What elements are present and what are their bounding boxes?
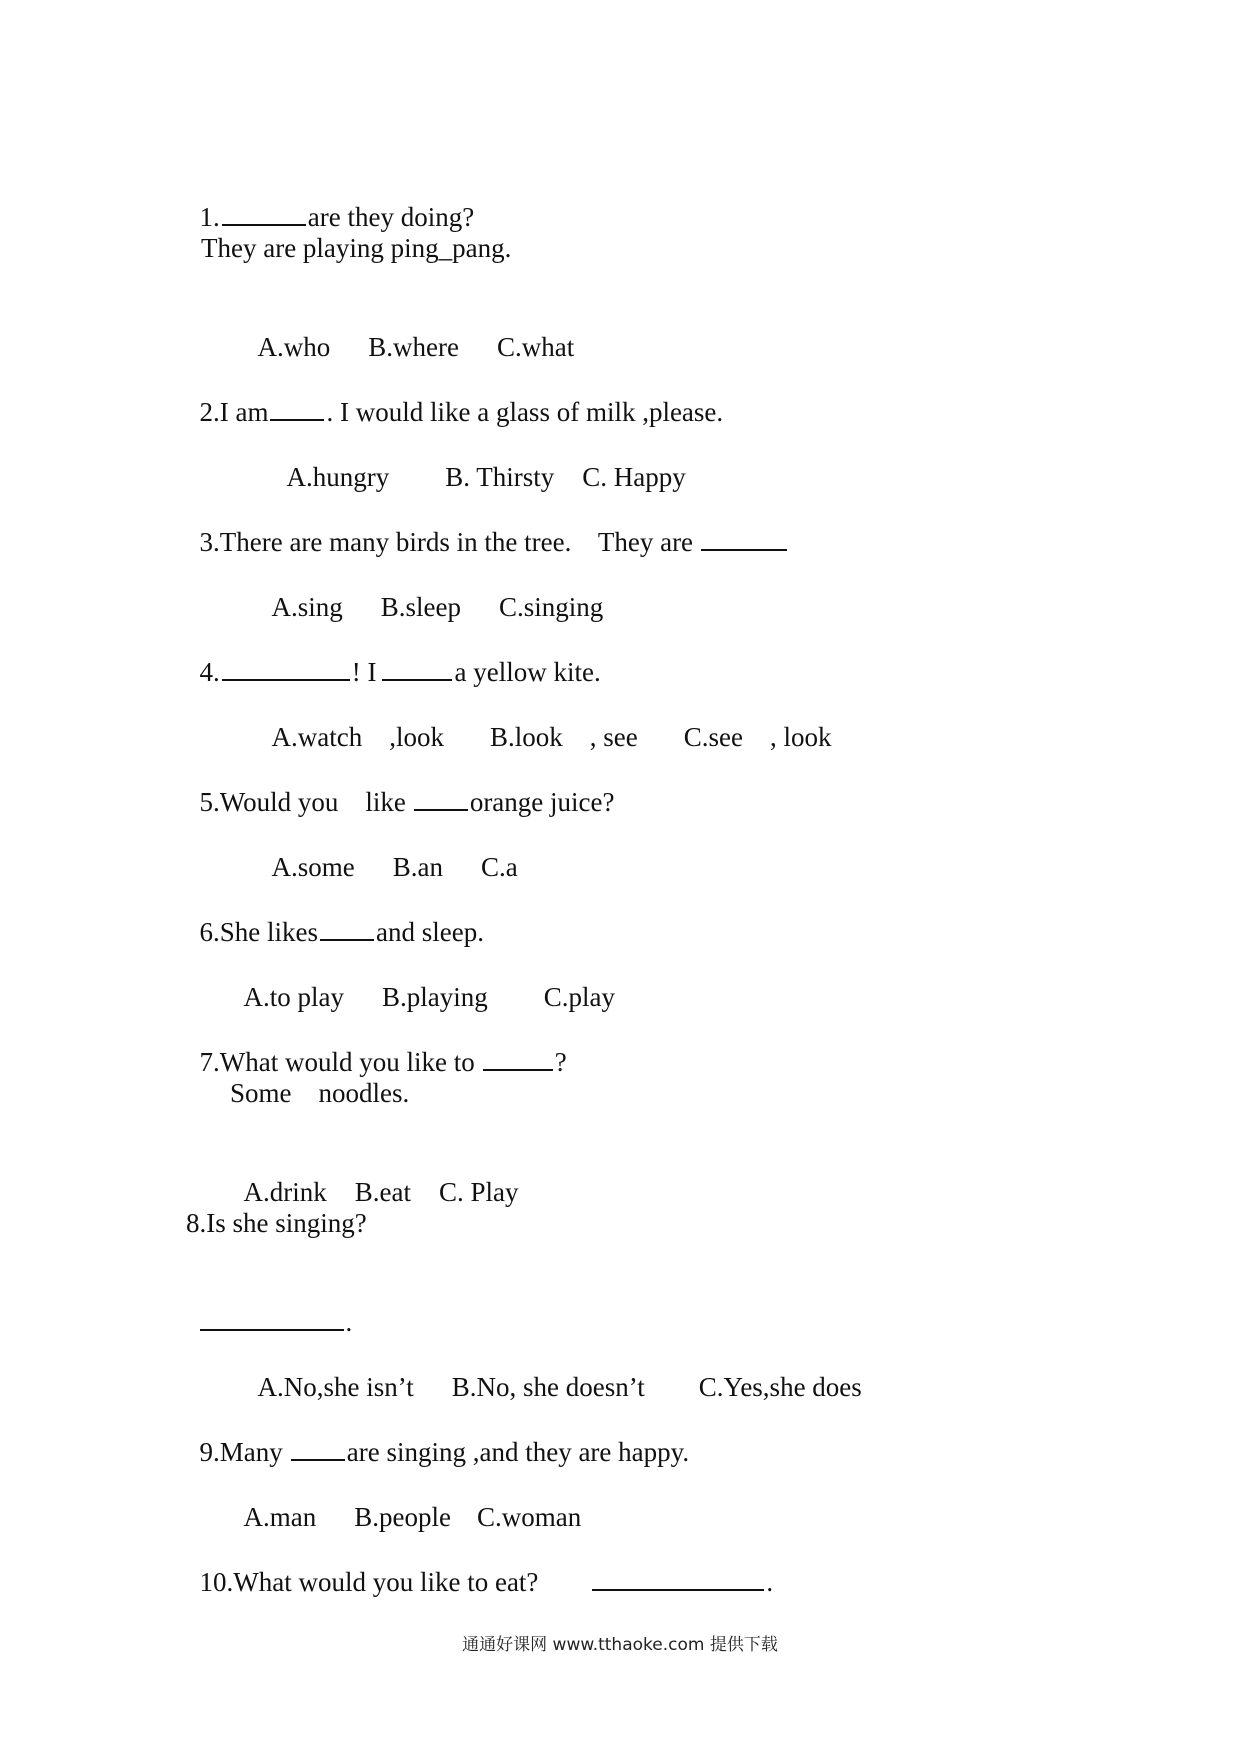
question-text-pre: 9.Many — [199, 1437, 283, 1467]
answer-blank — [414, 787, 468, 811]
question-text-post: . I would like a glass of milk ,please. — [326, 397, 724, 427]
question-3 — [186, 491, 789, 559]
question-5-options — [258, 816, 556, 884]
question-text: 10.What would you like to eat? — [199, 1567, 539, 1597]
option-c: C. Play — [438, 1177, 519, 1207]
answer-blank — [592, 1567, 764, 1591]
option-c: C.woman — [476, 1502, 582, 1532]
question-text: are they doing? — [307, 202, 475, 232]
option-b: B.where — [368, 332, 459, 362]
question-text-post: a yellow kite. — [454, 657, 601, 687]
answer-blank-2 — [382, 657, 452, 681]
answer-blank — [270, 397, 324, 421]
question-text-post: and sleep. — [376, 917, 484, 947]
question-number: 1. — [199, 202, 220, 232]
option-a: A.watch ,look — [271, 722, 444, 752]
option-b: B.an — [392, 852, 443, 882]
question-8-options — [244, 1336, 900, 1404]
question-text-post: are singing ,and they are happy. — [346, 1437, 690, 1467]
question-8-answer-line — [186, 1271, 352, 1339]
option-a: A.No,she isn’t — [257, 1372, 414, 1402]
period: . — [766, 1567, 774, 1597]
answer-blank — [320, 917, 374, 941]
option-b: B.people — [354, 1502, 451, 1532]
question-7 — [186, 1011, 567, 1079]
question-6-options — [230, 946, 653, 1014]
question-7-options — [230, 1141, 557, 1209]
option-a: A.man — [243, 1502, 317, 1532]
option-a: A.some — [271, 852, 355, 882]
question-7-response: Some noodles. — [230, 1078, 410, 1108]
question-9-options — [230, 1466, 619, 1534]
question-text-pre: 7.What would you like to — [199, 1047, 475, 1077]
answer-blank — [483, 1047, 553, 1071]
question-text-post: ? — [554, 1047, 567, 1077]
footer-credit: 通通好课网 www.tthaoke.com 提供下载 — [462, 1635, 778, 1655]
option-a: A.hungry — [286, 462, 390, 492]
option-c: C. Happy — [582, 462, 686, 492]
option-b: B. Thirsty — [445, 462, 555, 492]
option-a: A.drink — [243, 1177, 327, 1207]
option-b: B.sleep — [380, 592, 462, 622]
question-4-options — [258, 686, 869, 754]
question-1 — [186, 166, 474, 234]
question-text-mid: ! I — [351, 657, 377, 687]
question-text-pre: 6.She likes — [199, 917, 318, 947]
answer-blank — [222, 657, 350, 681]
option-a: A.who — [257, 332, 331, 362]
period: . — [345, 1307, 353, 1337]
question-1-options — [244, 296, 612, 364]
option-b: B.look , see — [489, 722, 638, 752]
question-text: 3.There are many birds in the tree. They are — [199, 527, 694, 557]
question-8: 8.Is she singing? — [186, 1208, 367, 1238]
option-b: B.eat — [354, 1177, 411, 1207]
question-text-post: orange juice? — [469, 787, 615, 817]
option-c: C.play — [543, 982, 615, 1012]
answer-blank — [291, 1437, 345, 1461]
option-b: B.playing — [382, 982, 488, 1012]
question-text-pre: 5.Would you like — [199, 787, 406, 817]
option-c: C.what — [496, 332, 575, 362]
question-1-response: They are playing ping_pang. — [201, 233, 512, 263]
option-a: A.sing — [271, 592, 343, 622]
option-c: C.a — [481, 852, 518, 882]
answer-blank — [222, 202, 306, 226]
option-c: C.see , look — [683, 722, 832, 752]
question-4 — [186, 621, 601, 689]
question-text-pre: 2.I am — [199, 397, 269, 427]
question-2-options — [273, 426, 724, 494]
question-5 — [186, 751, 614, 819]
option-c: C.singing — [499, 592, 604, 622]
question-number: 4. — [199, 657, 220, 687]
answer-blank — [200, 1307, 344, 1331]
option-a: A.to play — [243, 982, 344, 1012]
question-9 — [186, 1401, 689, 1469]
question-6 — [186, 881, 484, 949]
question-10 — [186, 1531, 773, 1599]
question-2 — [186, 361, 723, 429]
option-b: B.No, she doesn’t — [451, 1372, 645, 1402]
question-3-options — [258, 556, 641, 624]
option-c: C.Yes,she does — [698, 1372, 862, 1402]
answer-blank — [701, 527, 787, 551]
